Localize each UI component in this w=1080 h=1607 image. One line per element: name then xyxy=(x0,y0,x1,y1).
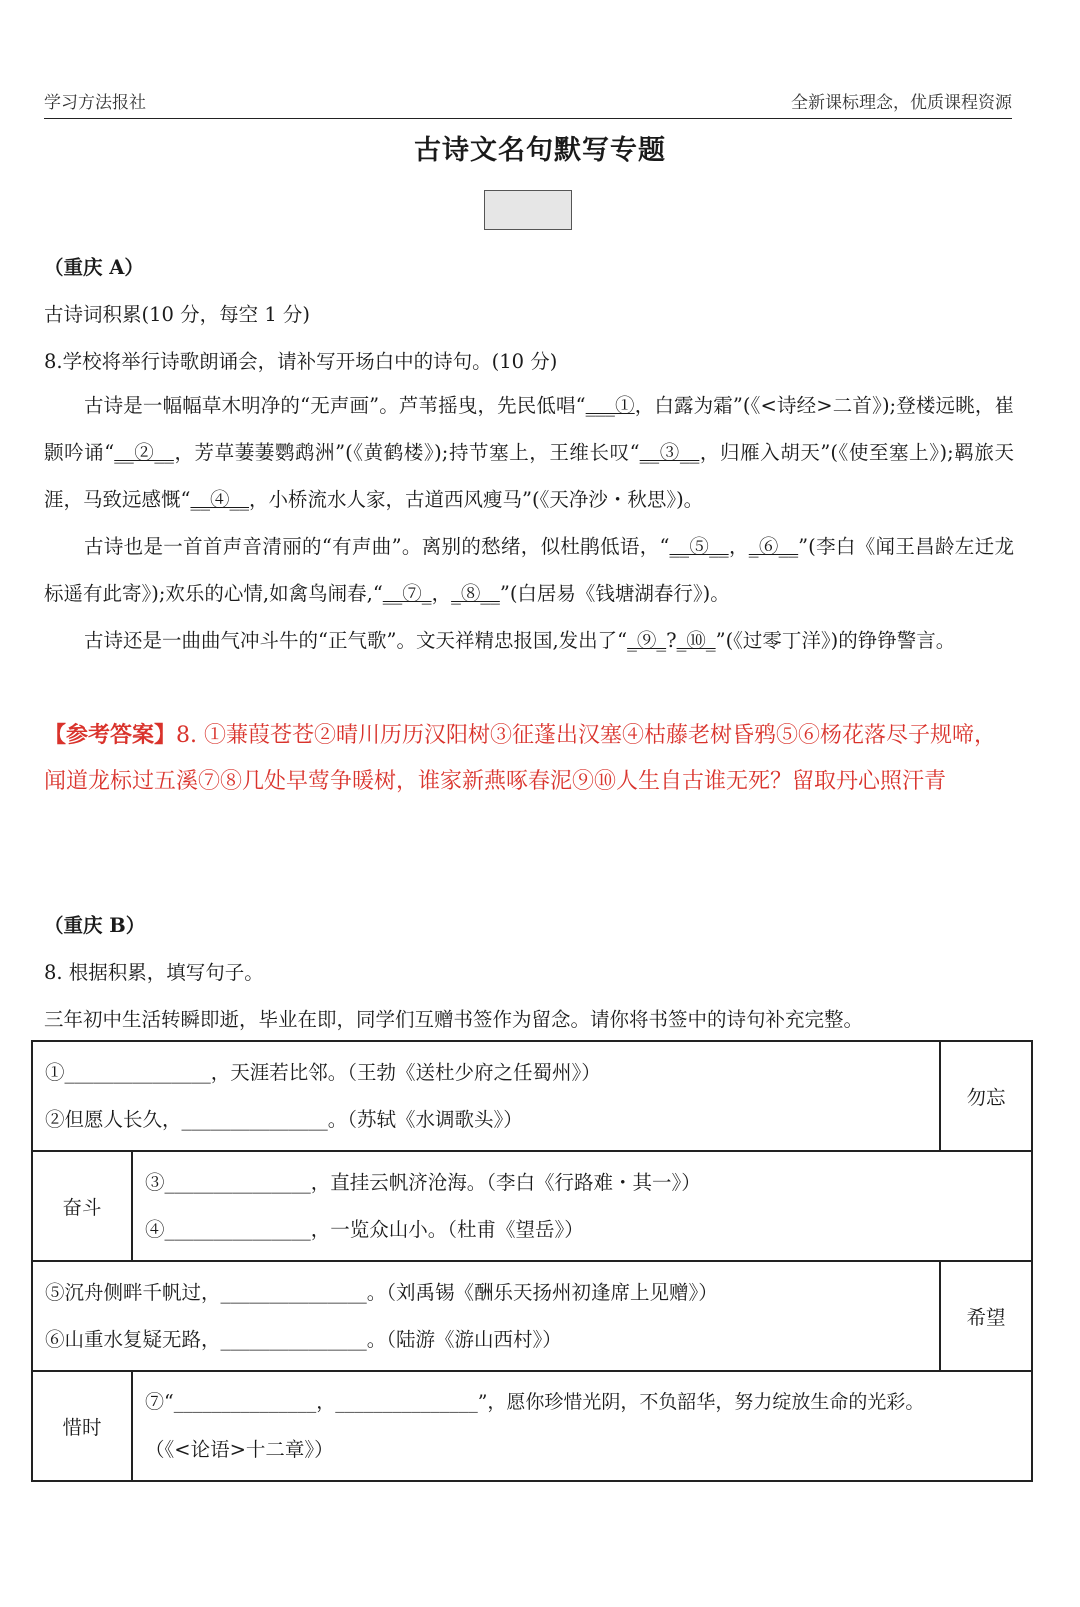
section-b-intro: 三年初中生活转瞬即逝，毕业在即，同学们互赠书签作为留念。请你将书签中的诗句补充完整。 xyxy=(44,1008,864,1031)
header-slogan: 全新课标理念，优质课程资源 xyxy=(791,93,1012,113)
section-a-question: 8.学校将举行诗歌朗诵会，请补写开场白中的诗句。(10 分) xyxy=(44,350,558,373)
blank-9: _⑨_ xyxy=(627,629,667,652)
bookmark-label-xiwang: 希望 xyxy=(940,1261,1032,1371)
answer-tag: 【参考答案】 xyxy=(44,722,177,748)
paragraph-2: 古诗也是一首首声音清丽的“有声曲”。离别的愁绪，似杜鹃低语，“__⑤__，_⑥__”(李白《闻王昌龄左迁龙标遥有此寄》);欢乐的心情,如禽鸟闹春,“__⑦_，_⑧__”(白居易《钱塘湖春行》)。 xyxy=(44,535,1014,605)
table-row xyxy=(32,1151,1032,1261)
section-a-intro: 古诗词积累(10 分，每空 1 分) xyxy=(44,303,311,326)
page-title: 古诗文名句默写专题 xyxy=(414,135,666,166)
table-cell: ⑦“_______________，_______________”，愿你珍惜光阴，不负韶华，努力绽放生命的光彩。 （《<论语>十二章》） xyxy=(132,1371,1032,1481)
section-b-label: （重庆 B） xyxy=(44,914,146,937)
bookmark-label-wuwang: 勿忘 xyxy=(940,1041,1032,1151)
blank-5: __⑤__ xyxy=(669,535,729,558)
table-cell: ⑤沉舟侧畔千帆过，_______________。（刘禹锡《酬乐天扬州初逢席上见赠》） ⑥山重水复疑无路，_______________。（陆游《游山西村》） xyxy=(32,1261,940,1371)
table-row xyxy=(32,1261,1032,1371)
table-row xyxy=(32,1371,1032,1481)
section-b-question: 8. 根据积累，填写句子。 xyxy=(44,961,264,984)
blank-4: __④__ xyxy=(190,488,249,511)
blank-10: _⑩_ xyxy=(676,629,716,652)
blank-8: _⑧__ xyxy=(451,582,500,605)
blank-2: __②__ xyxy=(114,441,174,464)
bookmark-table xyxy=(31,1040,1033,1482)
blank-1: ___① xyxy=(585,394,635,417)
placeholder-box xyxy=(484,190,572,230)
bookmark-label-fendou: 奋斗 xyxy=(32,1151,132,1261)
publisher-name: 学习方法报社 xyxy=(44,93,146,113)
blank-7: __⑦_ xyxy=(382,582,432,605)
paragraph-1: 古诗是一幅幅草木明净的“无声画”。芦苇摇曳，先民低唱“___①，白露为霜”(《<诗经>二首》);登楼远眺，崔颢吟诵“__②__，芳草萋萋鹦鹉洲”(《黄鹤楼》);持节塞上，王维长叹“__③__，归雁入胡天”(《使至塞上》);羁旅天涯，马致远感慨“__④__，小桥流水人家，古道西风瘦马”(《天净沙・秋思》)。 xyxy=(44,394,1014,511)
table-row xyxy=(32,1041,1032,1151)
paragraph-3: 古诗还是一曲曲气冲斗牛的“正气歌”。文天祥精忠报国,发出了“_⑨_?_⑩_”(《过零丁洋》)的铮铮警言。 xyxy=(84,629,956,652)
bookmark-label-xishi: 惜时 xyxy=(32,1371,132,1481)
answer-text: 8. ①蒹葭苍苍②晴川历历汉阳树③征蓬出汉塞④枯藤老树昏鸦⑤⑥杨花落尽子规啼，闻道龙标过五溪⑦⑧几处早莺争暖树，谁家新燕啄春泥⑨⑩人生自古谁无死？留取丹心照汗青 xyxy=(44,723,997,794)
blank-3: __③__ xyxy=(639,441,700,464)
section-a-label: （重庆 A） xyxy=(44,256,144,279)
table-cell: ③_______________，直挂云帆济沧海。（李白《行路难・其一》） ④_______________，一览众山小。（杜甫《望岳》） xyxy=(132,1151,1032,1261)
page-header xyxy=(44,84,1012,119)
reference-answer xyxy=(44,712,1014,805)
table-cell: ①_______________，天涯若比邻。（王勃《送杜少府之任蜀州》） ②但愿人长久，_______________。（苏轼《水调歌头》） xyxy=(32,1041,940,1151)
blank-6: _⑥__ xyxy=(748,535,799,558)
